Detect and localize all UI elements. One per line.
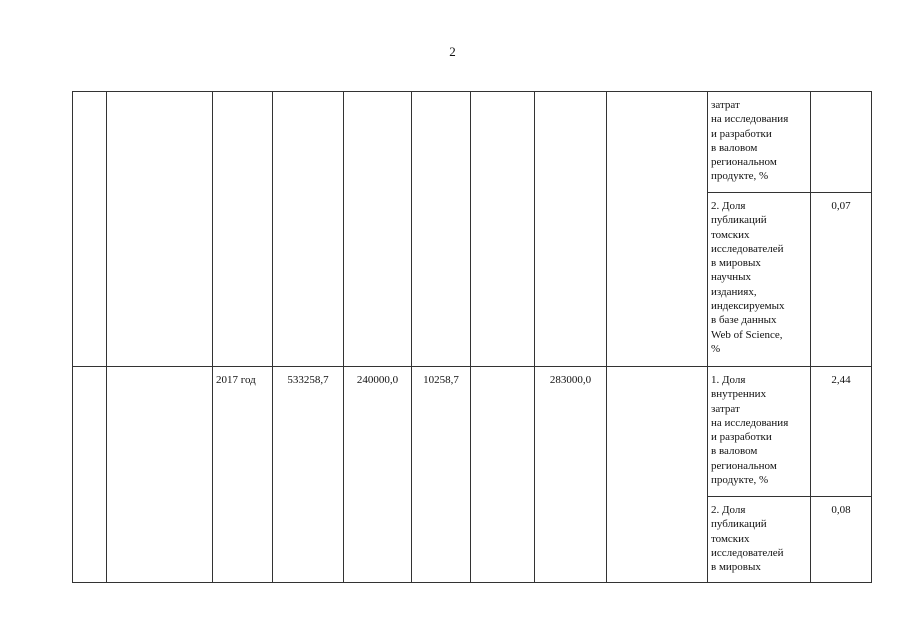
indicator-value: 2,44 xyxy=(811,367,872,497)
indicator-text-line: исследователей xyxy=(711,546,784,559)
indicator-text-line: на исследования xyxy=(711,416,789,429)
indicator-value xyxy=(811,92,872,193)
indicator-text-line: в валовом xyxy=(711,445,758,458)
indicator-text-line: изданиях, xyxy=(711,285,757,298)
indicator-text-line: на исследования xyxy=(711,113,789,126)
col-name-cell xyxy=(107,367,213,583)
col-number-cell xyxy=(73,92,107,367)
indicator-text-line: в базе данных xyxy=(711,314,777,327)
program-table xyxy=(72,91,872,583)
indicator-text-line: томских xyxy=(711,532,750,545)
year-cell: 2017 год xyxy=(213,367,273,583)
table-row xyxy=(73,92,872,193)
indicator-cell xyxy=(708,92,811,193)
regional-budget-cell: 10258,7 xyxy=(412,367,471,583)
local-budget-cell xyxy=(471,367,535,583)
indicator-value: 0,07 xyxy=(811,193,872,367)
local-budget-cell xyxy=(471,92,535,367)
indicator-text-line: индексируемых xyxy=(711,300,785,313)
indicator-text-line: 2. Доля xyxy=(711,504,746,516)
indicator-text-line: 2. Доля xyxy=(711,200,746,212)
indicator-text-line: исследователей xyxy=(711,242,784,255)
total-cell: 533258,7 xyxy=(273,367,344,583)
regional-budget-cell xyxy=(412,92,471,367)
page-number: 2 xyxy=(449,44,456,59)
table-row xyxy=(73,367,872,497)
indicator-text-line: затрат xyxy=(711,402,740,415)
indicator-text-line: Web of Science, xyxy=(711,328,783,341)
federal-budget-cell xyxy=(344,92,412,367)
indicator-text-line: публикаций xyxy=(711,214,767,227)
col-number-cell xyxy=(73,367,107,583)
indicator-text-line: % xyxy=(711,342,721,355)
notes-cell xyxy=(607,367,708,583)
indicator-cell xyxy=(708,497,811,583)
indicator-text-line: продукте, % xyxy=(711,474,769,487)
indicator-text-line: внутренних xyxy=(711,388,767,401)
indicator-text-line: в мировых xyxy=(711,561,761,574)
indicator-text-line: 1. Доля xyxy=(711,374,746,386)
year-cell xyxy=(213,92,273,367)
indicator-cell xyxy=(708,193,811,367)
indicator-text-line: региональном xyxy=(711,459,777,472)
extrabudgetary-cell xyxy=(535,92,607,367)
indicator-text-line: томских xyxy=(711,228,750,241)
indicator-value: 0,08 xyxy=(811,497,872,583)
indicator-text-line: и разработки xyxy=(711,127,772,140)
indicator-text-line: продукте, % xyxy=(711,170,769,183)
extrabudgetary-cell: 283000,0 xyxy=(535,367,607,583)
federal-budget-cell: 240000,0 xyxy=(344,367,412,583)
notes-cell xyxy=(607,92,708,367)
indicator-cell xyxy=(708,367,811,497)
indicator-text-line: и разработки xyxy=(711,431,772,444)
col-name-cell xyxy=(107,92,213,367)
indicator-text-line: затрат xyxy=(711,99,740,111)
total-cell xyxy=(273,92,344,367)
indicator-text-line: в мировых xyxy=(711,257,761,270)
indicator-text-line: в валовом xyxy=(711,141,758,154)
indicator-text-line: публикаций xyxy=(711,518,767,531)
indicator-text-line: региональном xyxy=(711,156,777,169)
indicator-text-line: научных xyxy=(711,271,752,284)
